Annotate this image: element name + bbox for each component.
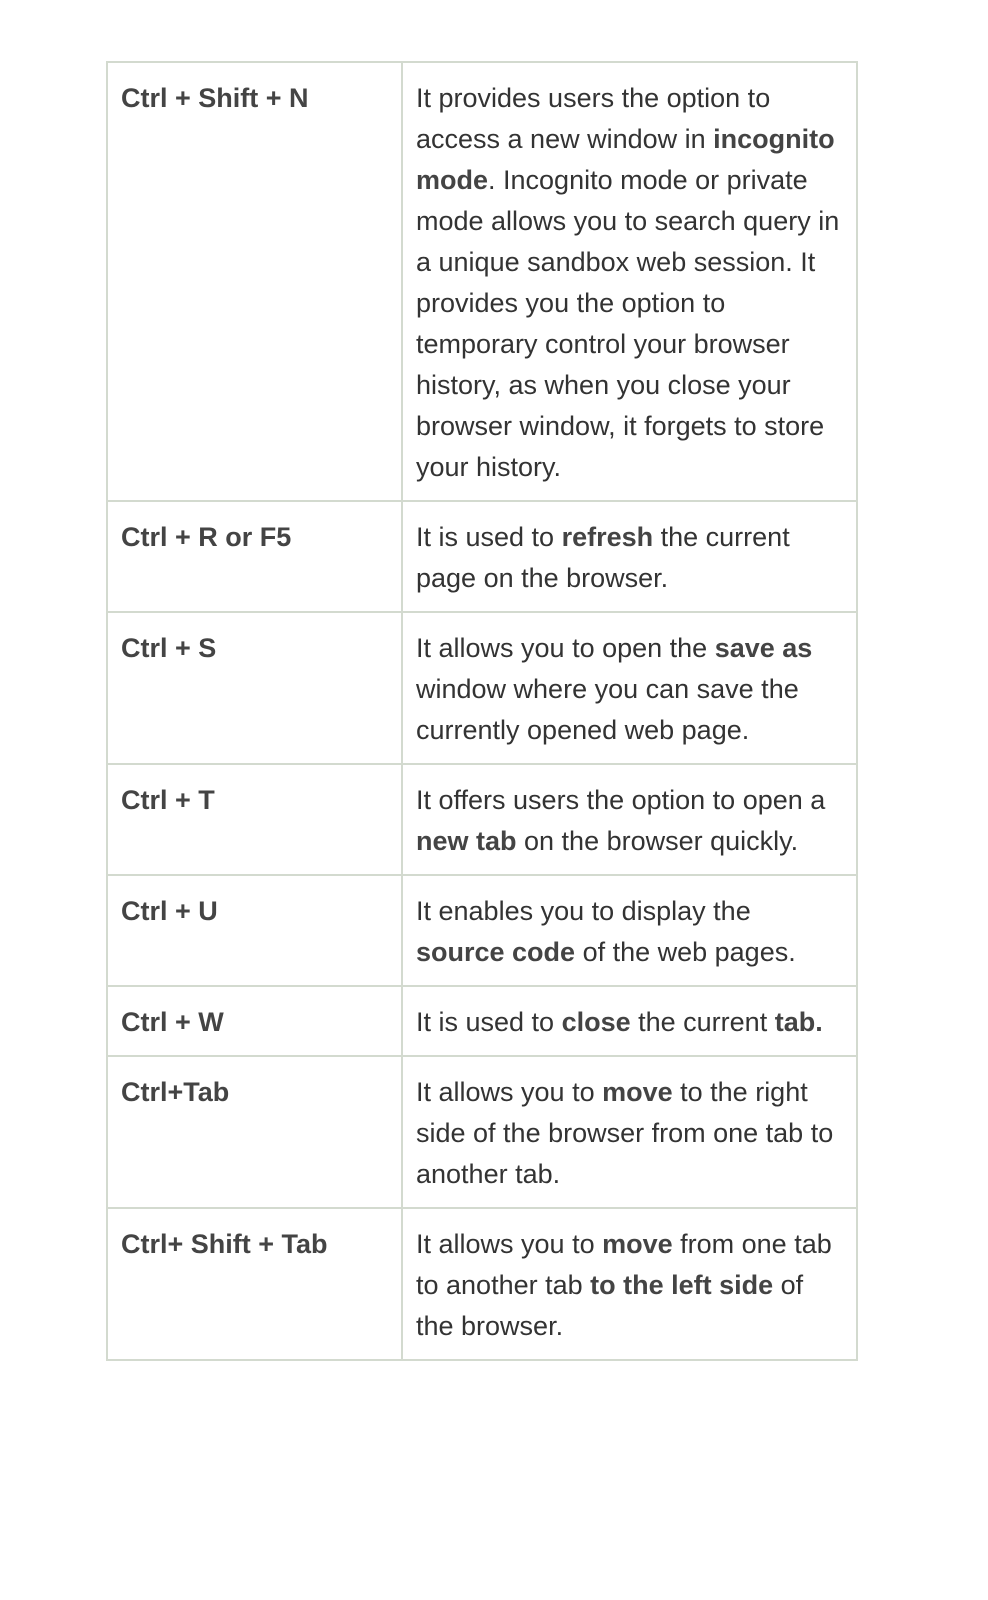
emphasized-text: source code <box>416 937 576 967</box>
description-text: the current page on the browser. <box>416 522 790 593</box>
description-text: from one tab to another tab <box>416 1229 832 1300</box>
description-text: . Incognito mode or private mode allows you to search query in a unique sandbox web session. It provides you the option to temporary control your browser history, as when you close your browser window, it forgets to store your history. <box>416 165 840 482</box>
shortcut-description <box>402 501 857 612</box>
emphasized-text: tab. <box>774 1007 823 1037</box>
description-text: to the right side of the browser from one tab to another tab. <box>416 1077 834 1189</box>
emphasized-text: close <box>561 1007 631 1037</box>
description-text: the current <box>630 1007 775 1037</box>
table-row <box>107 612 857 764</box>
shortcut-description <box>402 1056 857 1208</box>
shortcut-key: Ctrl+Tab <box>107 1056 402 1208</box>
description-text: It is used to <box>416 522 562 552</box>
description-text: of the web pages. <box>575 937 796 967</box>
description-text: It allows you to open the <box>416 633 715 663</box>
description-text: It allows you to <box>416 1077 603 1107</box>
table-row <box>107 1208 857 1360</box>
table-row <box>107 1056 857 1208</box>
shortcuts-table-body <box>107 62 857 1360</box>
emphasized-text: refresh <box>561 522 654 552</box>
emphasized-text: move <box>602 1229 673 1259</box>
description-text: of the browser. <box>416 1270 804 1341</box>
shortcut-description <box>402 1208 857 1360</box>
shortcut-key: Ctrl + W <box>107 986 402 1056</box>
shortcut-description <box>402 612 857 764</box>
description-text: window where you can save the currently opened web page. <box>416 674 799 745</box>
shortcut-key: Ctrl+ Shift + Tab <box>107 1208 402 1360</box>
description-text: on the browser quickly. <box>516 826 799 856</box>
shortcuts-table <box>106 61 858 1361</box>
description-text: It offers users the option to open a <box>416 785 826 815</box>
table-row <box>107 62 857 501</box>
description-text: It allows you to <box>416 1229 603 1259</box>
description-text: It enables you to display the <box>416 896 751 926</box>
shortcut-description <box>402 62 857 501</box>
shortcut-key: Ctrl + S <box>107 612 402 764</box>
shortcut-key: Ctrl + T <box>107 764 402 875</box>
shortcut-key: Ctrl + U <box>107 875 402 986</box>
shortcut-description <box>402 875 857 986</box>
emphasized-text: to the left side <box>590 1270 774 1300</box>
emphasized-text: save as <box>714 633 813 663</box>
table-row <box>107 501 857 612</box>
emphasized-text: incognito mode <box>416 124 835 195</box>
emphasized-text: new tab <box>416 826 517 856</box>
description-text: It provides users the option to access a new window in <box>416 83 771 154</box>
emphasized-text: move <box>602 1077 673 1107</box>
shortcut-key: Ctrl + R or F5 <box>107 501 402 612</box>
table-row <box>107 986 857 1056</box>
shortcut-description <box>402 764 857 875</box>
shortcut-key: Ctrl + Shift + N <box>107 62 402 501</box>
description-text: It is used to <box>416 1007 562 1037</box>
shortcut-description <box>402 986 857 1056</box>
table-row <box>107 764 857 875</box>
table-row <box>107 875 857 986</box>
